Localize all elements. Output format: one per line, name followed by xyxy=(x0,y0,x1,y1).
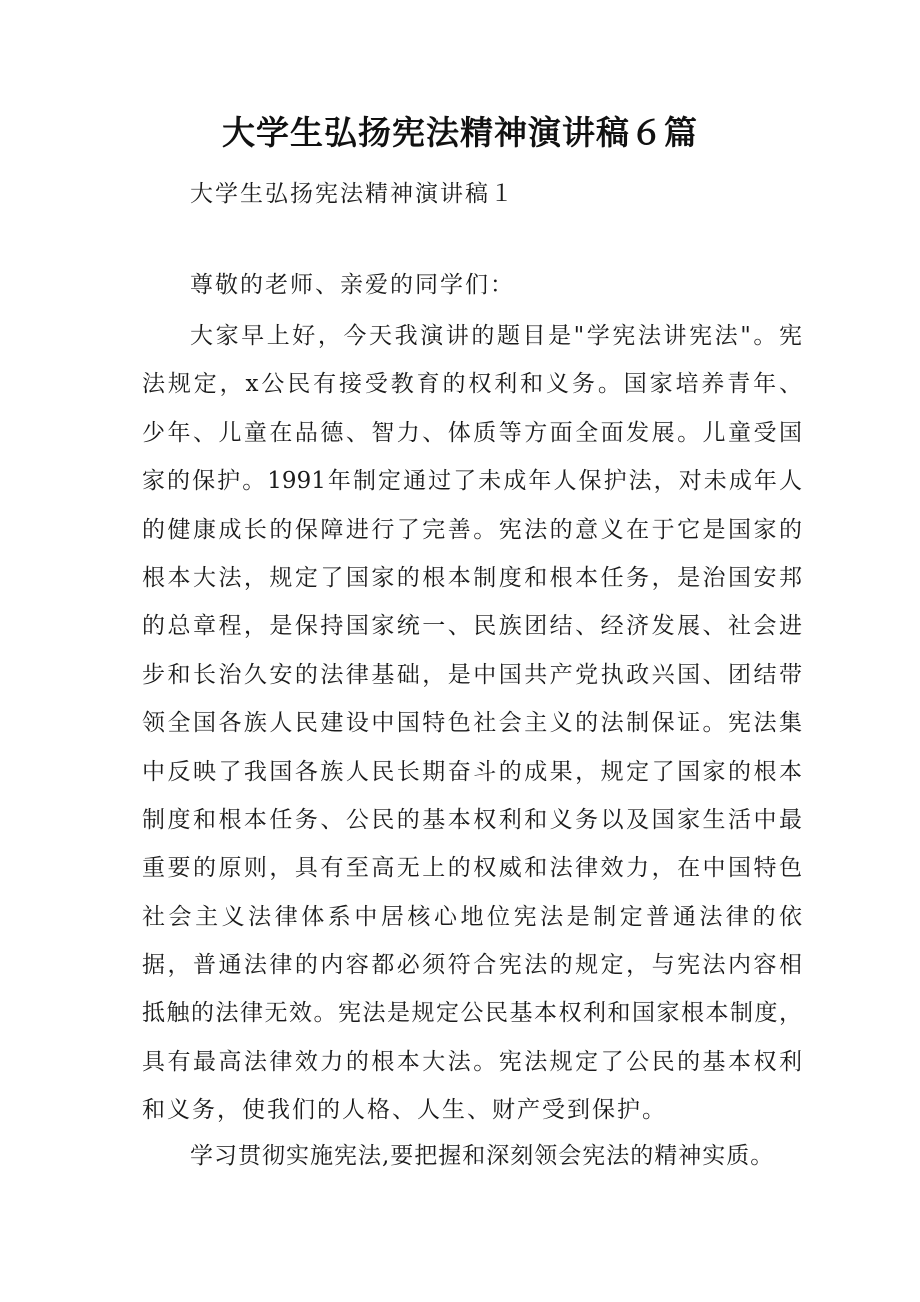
paragraph-line: 据，普通法律的内容都必须符合宪法的规定，与宪法内容相 xyxy=(142,952,802,979)
paragraph-line: 少年、儿童在品德、智力、体质等方面全面发展。儿童受国 xyxy=(142,419,802,446)
paragraph-2: 学习贯彻实施宪法,要把握和深刻领会宪法的精神实质。 xyxy=(190,1143,775,1169)
paragraph-line: 中反映了我国各族人民长期奋斗的成果，规定了国家的根本 xyxy=(142,758,802,785)
paragraph-line: 步和长治久安的法律基础，是中国共产党执政兴国、团结带 xyxy=(142,661,802,688)
paragraph-line: 制度和根本任务、公民的基本权利和义务以及国家生活中最 xyxy=(142,806,802,833)
greeting-line: 尊敬的老师、亲爱的同学们： xyxy=(190,272,515,298)
paragraph-line: 大家早上好，今天我演讲的题目是"学宪法讲宪法"。宪 xyxy=(190,323,802,349)
section-heading: 大学生弘扬宪法精神演讲稿１ xyxy=(190,181,515,207)
paragraph-line: 的总章程，是保持国家统一、民族团结、经济发展、社会进 xyxy=(142,613,802,640)
paragraph-line: 具有最高法律效力的根本大法。宪法规定了公民的基本权利 xyxy=(142,1048,802,1075)
paragraph-line: 家的保护。1991年制定通过了未成年人保护法，对未成年人 xyxy=(142,468,802,495)
paragraph-line: 重要的原则，具有至高无上的权威和法律效力，在中国特色 xyxy=(142,855,802,882)
paragraph-line: 法规定，x公民有接受教育的权利和义务。国家培养青年、 xyxy=(142,371,802,398)
document-title: 大学生弘扬宪法精神演讲稿６篇 xyxy=(222,113,698,152)
paragraph-line: 抵触的法律无效。宪法是规定公民基本权利和国家根本制度， xyxy=(142,1000,802,1027)
paragraph-line: 领全国各族人民建设中国特色社会主义的法制保证。宪法集 xyxy=(142,710,802,737)
paragraph-line: 根本大法，规定了国家的根本制度和根本任务，是治国安邦 xyxy=(142,564,802,591)
paragraph-line: 社会主义法律体系中居核心地位宪法是制定普通法律的依 xyxy=(142,903,802,930)
paragraph-1 xyxy=(142,318,802,1141)
paragraph-line: 和义务，使我们的人格、人生、财产受到保护。 xyxy=(142,1097,667,1124)
paragraph-line: 的健康成长的保障进行了完善。宪法的意义在于它是国家的 xyxy=(142,516,802,543)
